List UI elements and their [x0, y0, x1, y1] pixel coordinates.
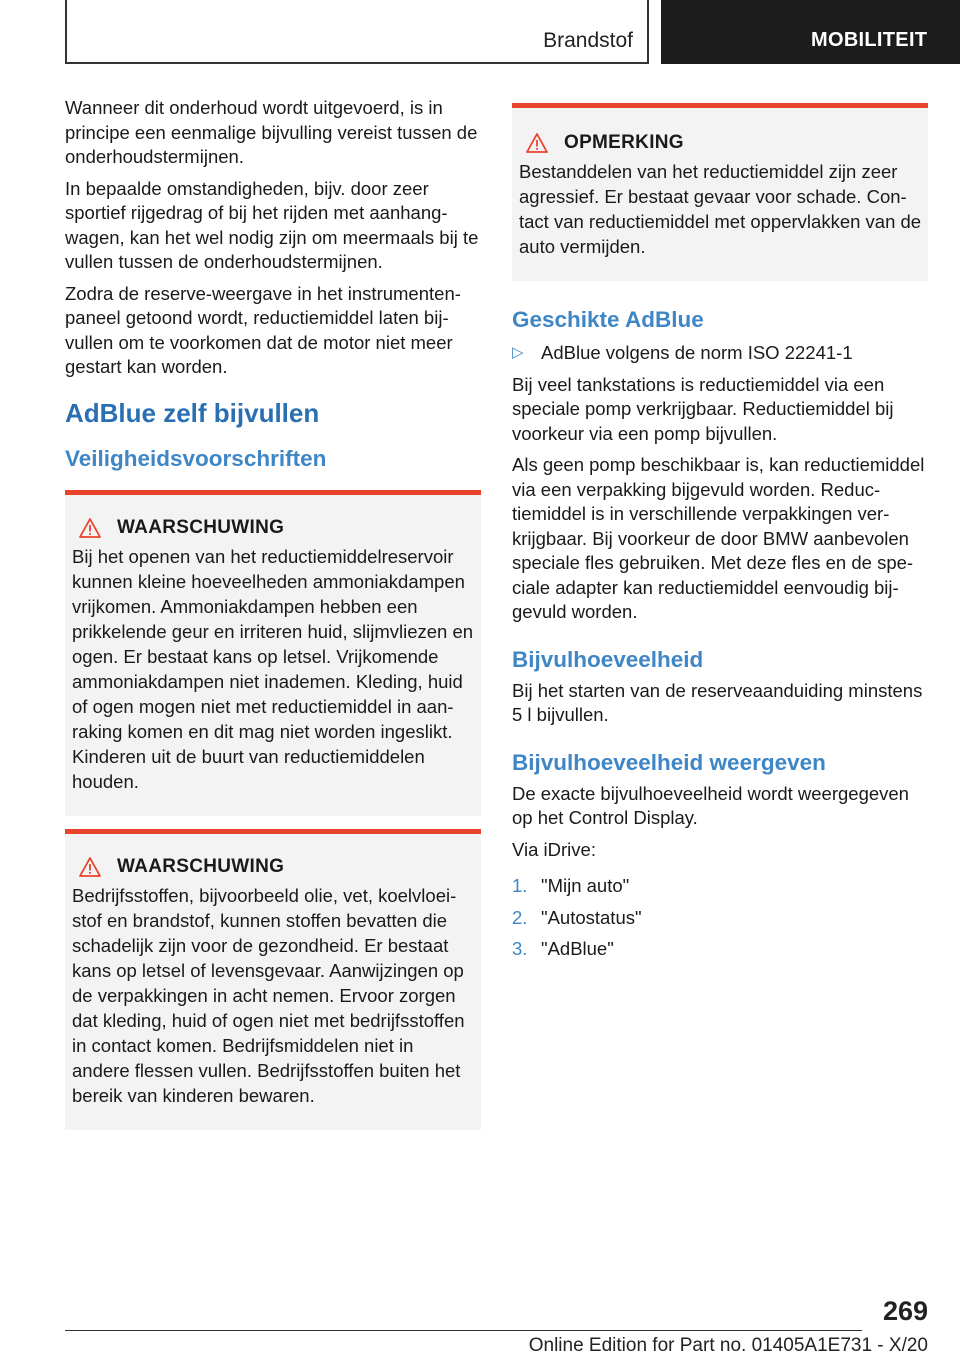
warning-title: WAARSCHUWING [117, 855, 285, 877]
section-paragraph: Als geen pomp beschikbaar is, kan reductiemiddel via een verpakking bijgevuld worden. Reductiemiddel is in verschillende verpakkingen verkrijgbaar. Bij voorkeur de door BMW aanbevolen speciale fles gebruiken. Met deze fles en de speciale adapter kan reductiemiddel eenvoudig bijgevuld worden. [512, 454, 925, 622]
header-chapter-title: MOBILITEIT [811, 29, 928, 51]
header-chapter-tab [661, 0, 960, 64]
bullet-text: AdBlue volgens de norm ISO 22241-1 [541, 342, 853, 363]
step-label: "AdBlue" [541, 938, 614, 959]
warning-title: WAARSCHUWING [117, 516, 285, 538]
section-paragraph: Bij het starten van de reserveaanduiding minstens 5 l bijvullen. [512, 679, 923, 725]
warning-box-fluids [65, 829, 481, 1130]
warning-text: Bedrijfsstoffen, bijvoorbeeld olie, vet, koelvloeistof en brandstof, kunnen stoffen bevatten die schadelijk zijn voor de gezondheid. Er bestaat kans op letsel of levensgevaar. Aanwijzingen op de verpakkingen in acht nemen. Ervoor zorgen dat kleding, huid of ogen niet met bedrijfsstoffen in contact komen. Bedrijfsmiddelen niet in andere flessen vullen. Bedrijfsstoffen buiten het bereik van kinderen bewaren. [72, 884, 465, 1106]
heading-suitable-adblue: Geschikte AdBlue [512, 307, 704, 332]
footer-divider [65, 1330, 862, 1331]
section-paragraph: De exacte bijvulhoeveelheid wordt weergegeven op het Control Display. [512, 782, 909, 828]
note-text: Bestanddelen van het reductiemiddel zijn zeer agressief. Er bestaat gevaar voor schade. Contact van reductiemiddel met oppervlakken van de auto vermijden. [519, 161, 922, 257]
footer-edition: Online Edition for Part no. 01405A1E731 - X/20 [528, 1335, 928, 1356]
intro-paragraph: Wanneer dit onderhoud wordt uitgevoerd, is in principe een eenmalige bijvulling vereist tussen de onderhoudstermijnen. [65, 97, 478, 167]
warning-box-ammonia [65, 490, 481, 816]
step-number: 3. [512, 938, 528, 959]
heading-show-refill-quantity: Bijvulhoeveelheid weergeven [512, 749, 826, 775]
note-title: OPMERKING [564, 132, 684, 153]
left-column [65, 96, 481, 1130]
heading-safety: Veiligheidsvoorschriften [65, 445, 327, 471]
step-label: "Autostatus" [541, 906, 642, 928]
step-label: "Mijn auto" [541, 875, 630, 896]
list-item [512, 906, 928, 931]
list-item [512, 341, 928, 366]
warning-text: Bij het openen van het reductiemiddelreservoir kunnen kleine hoeveelheden ammoniakdampen vrijkomen. Ammoniakdampen hebben een prikkelende geur en irriteren huid, slijmvliezen en ogen. Er bestaat kans op letsel. Vrijkomende ammoniakdampen niet inademen. Kleding, huid of ogen mogen niet met reductiemiddel in aanraking komen en dit mag niet worden ingeslikt. Kinderen uit de buurt van reductiemiddelen houden. [72, 545, 474, 792]
heading-adblue-refill: AdBlue zelf bijvullen [65, 397, 320, 428]
step-number: 1. [512, 875, 528, 896]
header-section-title: Brandstof [543, 29, 633, 52]
step-number: 2. [512, 906, 528, 928]
page-number: 269 [882, 1296, 928, 1326]
warning-triangle-icon [79, 518, 101, 538]
via-idrive-label: Via iDrive: [512, 838, 596, 860]
bullet-triangle-icon: ▷ [512, 344, 524, 361]
right-column [512, 103, 928, 969]
header-section-box [65, 0, 649, 64]
intro-paragraph: Zodra de reserve-weergave in het instrumentenpaneel getoond wordt, reductiemiddel laten bijvullen om te voorkomen dat de motor niet meer gestart kan worden. [65, 282, 461, 377]
heading-refill-quantity: Bijvulhoeveelheid [512, 646, 704, 672]
warning-triangle-icon [526, 133, 548, 153]
list-item [512, 874, 928, 899]
note-box [512, 103, 928, 281]
intro-paragraph: In bepaalde omstandigheden, bijv. door zeer sportief rijgedrag of bij het rijden met aanhangwagen, kan het wel nodig zijn om meermaals bij te vullen tussen de onderhoudstermijnen. [65, 177, 479, 272]
section-paragraph: Bij veel tankstations is reductiemiddel via een speciale pomp verkrijgbaar. Reductiemiddel bij voorkeur via een pomp bijvullen. [512, 373, 894, 444]
warning-triangle-icon [79, 857, 101, 877]
list-item [512, 937, 928, 962]
